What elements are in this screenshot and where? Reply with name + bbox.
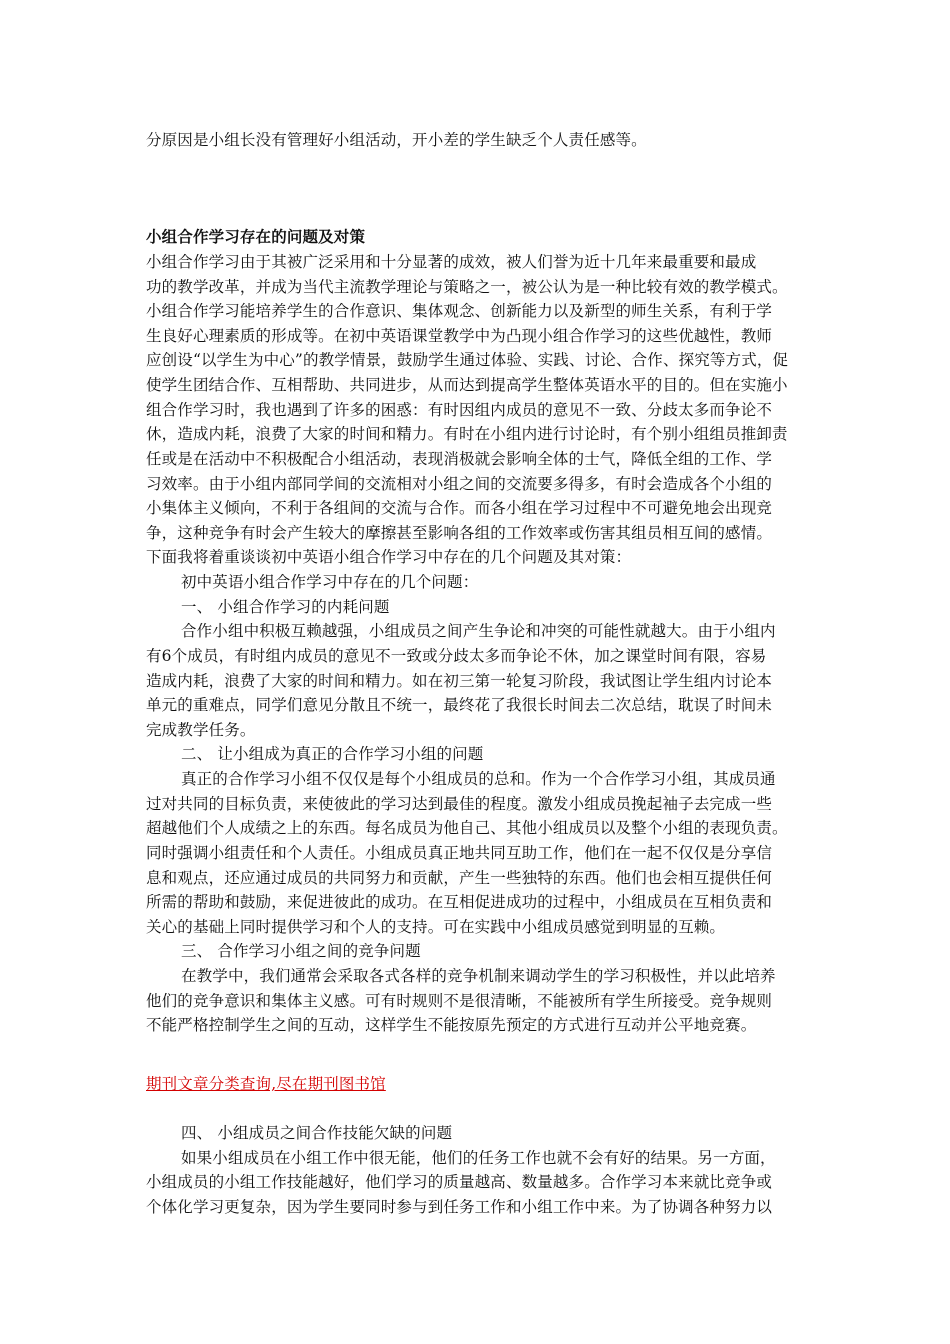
intro-line: 应创设“以学生为中心”的教学情景，鼓励学生通过体验、实践、讨论、合作、探究等方式，促: [146, 351, 789, 369]
top-fragment: 分原因是小组长没有管理好小组活动，开小差的学生缺乏个人责任感等。: [146, 131, 647, 149]
section-3-line: 他们的竞争意识和集体主义感。可有时规则不是很清晰，不能被所有学生所接受。竞争规则: [146, 992, 773, 1010]
section-2-line: 所需的帮助和鼓励，来促进彼此的成功。在互相促进成功的过程中，小组成员在互相负责和: [146, 893, 773, 911]
section-heading: 小组合作学习存在的问题及对策: [146, 228, 366, 246]
intro-line: 争，这种竞争有时会产生较大的摩擦甚至影响各组的工作效率或伤害其组员相互间的感情。: [146, 524, 773, 542]
section-2-line: 过对共同的目标负责，来使彼此的学习达到最佳的程度。激发小组成员挽起袖子去完成一些: [146, 795, 773, 813]
intro-line: 功的教学改革，并成为当代主流教学理论与策略之一，被公认为是一种比较有效的教学模式。: [146, 278, 788, 296]
section-1-line: 造成内耗，浪费了大家的时间和精力。如在初三第一轮复习阶段，我试图让学生组内讨论本: [146, 672, 773, 690]
section-1-line: 合作小组中积极互赖越强，小组成员之间产生争论和冲突的可能性就越大。由于小组内: [181, 622, 776, 640]
section-3-line: 在教学中，我们通常会采取各式各样的竞争机制来调动学生的学习积极性，并以此培养: [181, 967, 776, 985]
problems-intro: 初中英语小组合作学习中存在的几个问题：: [181, 573, 479, 591]
section-3-title: 三、 合作学习小组之间的竞争问题: [181, 942, 421, 960]
section-1-line: 有6个成员，有时组内成员的意见不一致或分歧太多而争论不休，加之课堂时间有限，容易: [146, 647, 767, 665]
section-2-line: 真正的合作学习小组不仅仅是每个小组成员的总和。作为一个合作学习小组，其成员通: [181, 770, 776, 788]
section-3-line: 不能严格控制学生之间的互动，这样学生不能按原先预定的方式进行互动并公平地竞赛。: [146, 1016, 757, 1034]
intro-line: 任或是在活动中不积极配合小组活动，表现消极就会影响全体的士气，降低全组的工作、学: [146, 450, 773, 468]
intro-line: 组合作学习时，我也遇到了许多的困惑：有时因组内成员的意见不一致、分歧太多而争论不: [146, 401, 773, 419]
intro-line: 休，造成内耗，浪费了大家的时间和精力。有时在小组内进行讨论时，有个别小组组员推卸责: [146, 425, 788, 443]
section-2-line: 息和观点，还应通过成员的共同努力和贡献，产生一些独特的东西。他们也会相互提供任何: [146, 869, 773, 887]
section-4-line: 如果小组成员在小组工作中很无能，他们的任务工作也就不会有好的结果。另一方面，: [181, 1149, 776, 1167]
section-1-title: 一、 小组合作学习的内耗问题: [181, 598, 390, 616]
section-2-title: 二、 让小组成为真正的合作学习小组的问题: [181, 745, 484, 763]
section-2-line: 超越他们个人成绩之上的东西。每名成员为他自己、其他小组成员以及整个小组的表现负责。: [146, 819, 788, 837]
section-2-line: 同时强调小组责任和个人责任。小组成员真正地共同互助工作，他们在一起不仅仅是分享信: [146, 844, 773, 862]
intro-line: 使学生团结合作、互相帮助、共同进步，从而达到提高学生整体英语水平的目的。但在实施小: [146, 376, 788, 394]
intro-line: 小集体主义倾向，不利于各组间的交流与合作。而各小组在学习过程中不可避免地会出现竞: [146, 499, 773, 517]
journal-link[interactable]: 期刊文章分类查询,尽在期刊图书馆: [146, 1075, 386, 1093]
section-4-line: 小组成员的小组工作技能越好，他们学习的质量越高、数量越多。合作学习本来就比竞争或: [146, 1173, 773, 1191]
section-4-title: 四、 小组成员之间合作技能欠缺的问题: [181, 1124, 453, 1142]
intro-line: 下面我将着重谈谈初中英语小组合作学习中存在的几个问题及其对策：: [146, 548, 632, 566]
intro-line: 生良好心理素质的形成等。在初中英语课堂教学中为凸现小组合作学习的这些优越性，教师: [146, 327, 773, 345]
section-4-line: 个体化学习更复杂，因为学生要同时参与到任务工作和小组工作中来。为了协调各种努力以: [146, 1198, 773, 1216]
section-1-line: 单元的重难点，同学们意见分散且不统一，最终花了我很长时间去二次总结，耽误了时间未: [146, 696, 773, 714]
section-1-line: 完成教学任务。: [146, 721, 256, 739]
intro-line: 小组合作学习能培养学生的合作意识、集体观念、创新能力以及新型的师生关系，有利于学: [146, 302, 773, 320]
intro-line: 习效率。由于小组内部同学间的交流相对小组之间的交流要多得多，有时会造成各个小组的: [146, 475, 773, 493]
intro-line: 小组合作学习由于其被广泛采用和十分显著的成效，被人们誉为近十几年来最重要和最成: [146, 253, 757, 271]
section-2-line: 关心的基础上同时提供学习和个人的支持。可在实践中小组成员感觉到明显的互赖。: [146, 918, 726, 936]
